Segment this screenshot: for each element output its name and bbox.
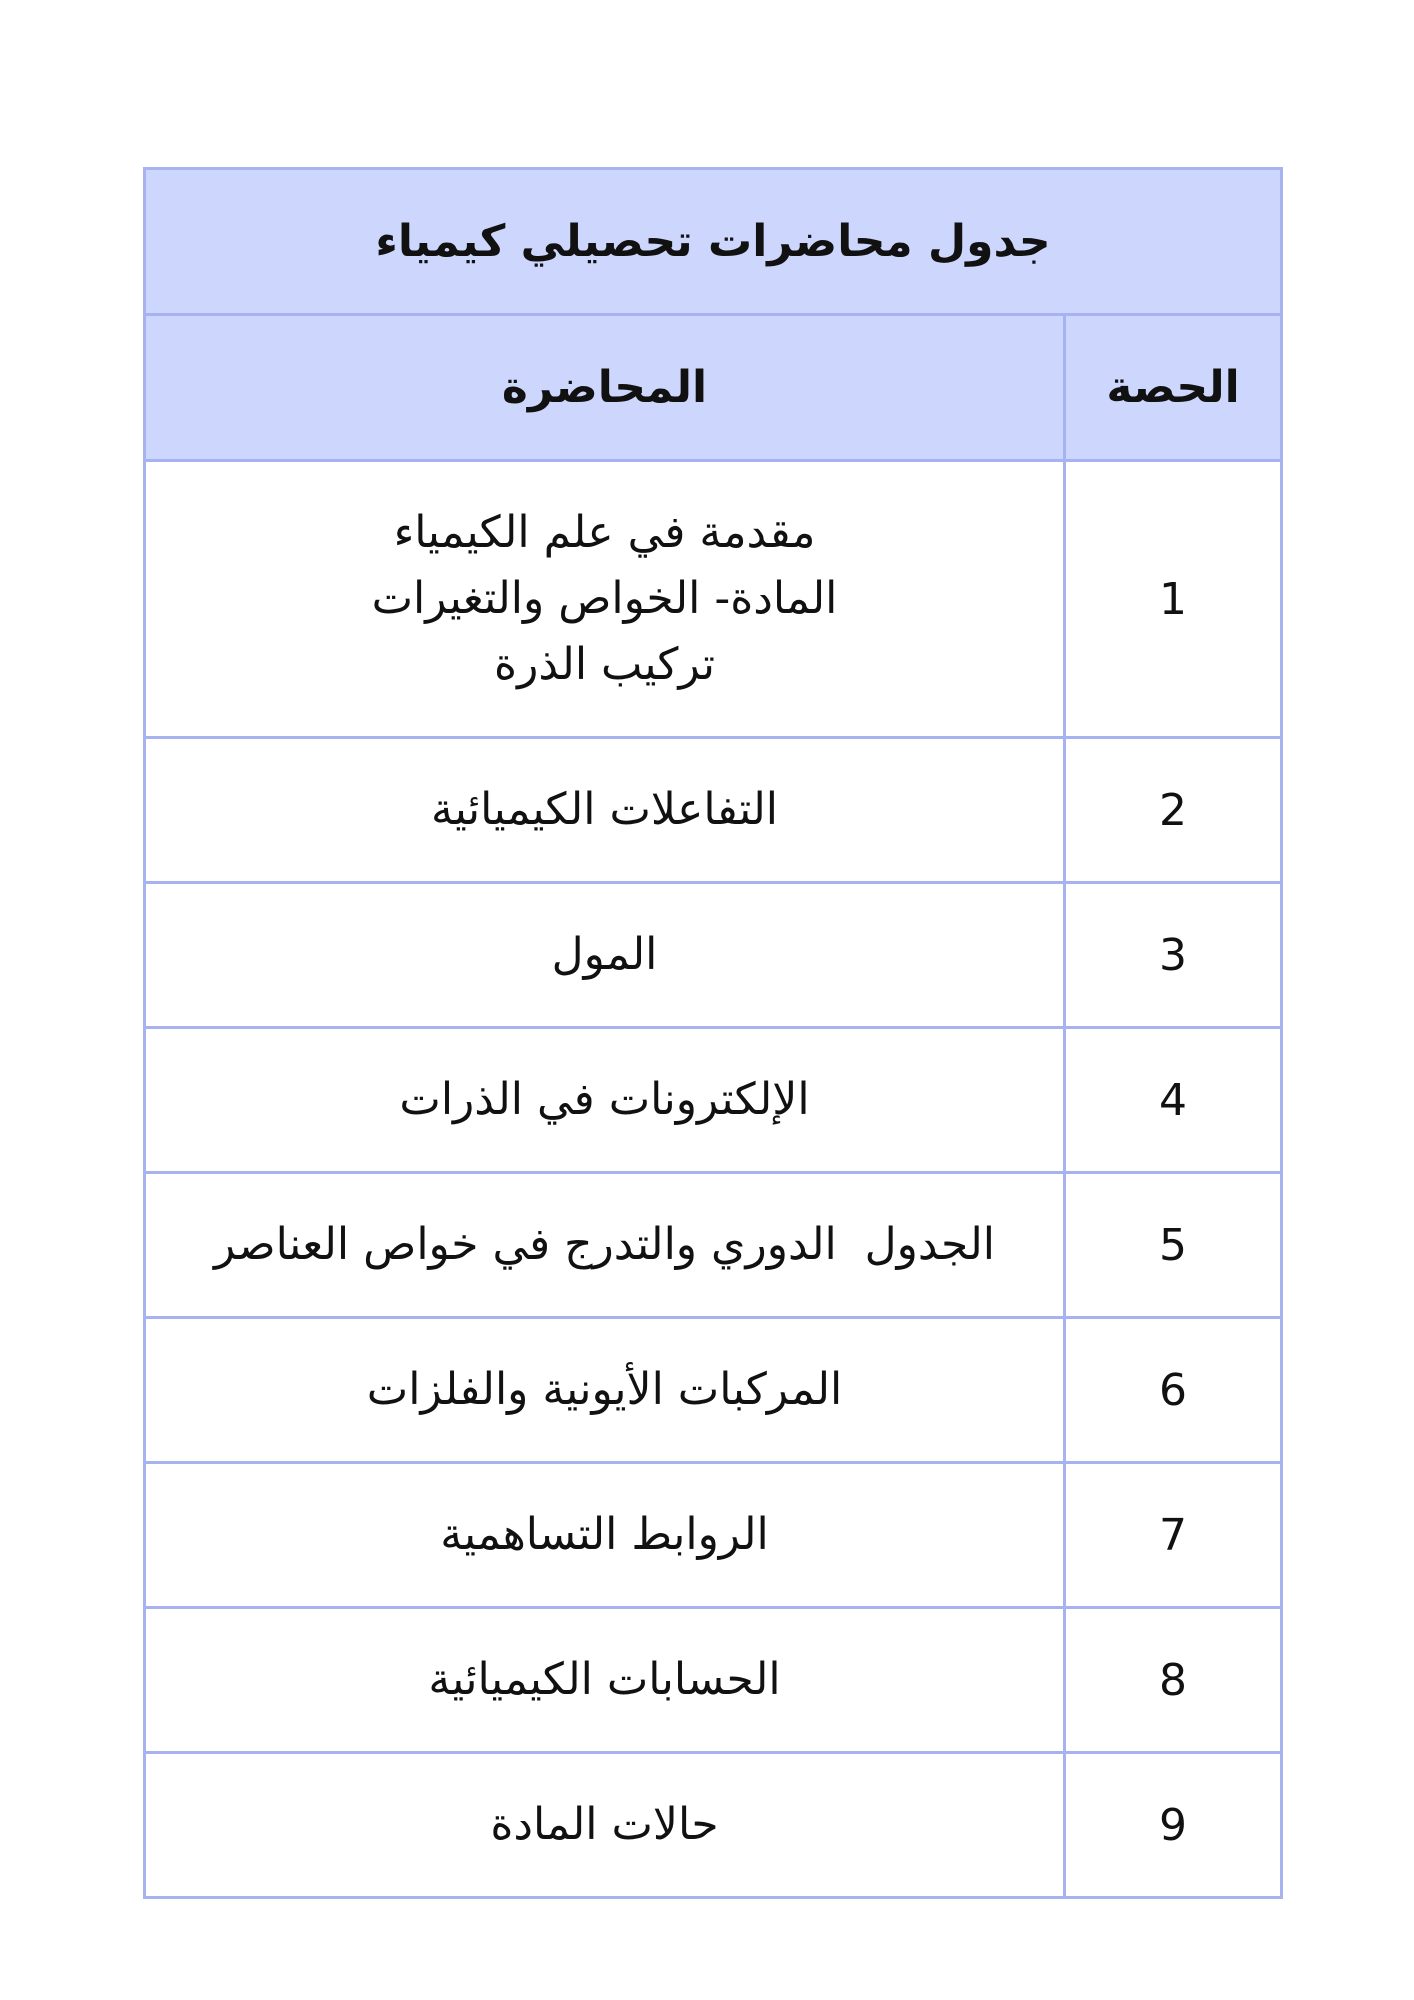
table-row (145, 1028, 1282, 1173)
session-number: 1 (1065, 461, 1282, 738)
lecture-title: حالات المادة (145, 1753, 1065, 1898)
session-number: 8 (1065, 1608, 1282, 1753)
table-row (145, 1173, 1282, 1318)
table-row (145, 1753, 1282, 1898)
table-title-row (145, 169, 1282, 315)
session-number: 2 (1065, 738, 1282, 883)
table-row (145, 883, 1282, 1028)
session-number: 7 (1065, 1463, 1282, 1608)
table-row (145, 1318, 1282, 1463)
lectures-table (143, 167, 1283, 1899)
table-title: جدول محاضرات تحصيلي كيمياء (145, 169, 1282, 315)
session-number: 9 (1065, 1753, 1282, 1898)
table-header-row (145, 315, 1282, 461)
session-number: 6 (1065, 1318, 1282, 1463)
table-row (145, 1463, 1282, 1608)
lecture-title (145, 461, 1065, 738)
lecture-title: الحسابات الكيميائية (145, 1608, 1065, 1753)
session-number: 5 (1065, 1173, 1282, 1318)
lecture-title: المركبات الأيونية والفلزات (145, 1318, 1065, 1463)
lecture-title: المول (145, 883, 1065, 1028)
lecture-title: الروابط التساهمية (145, 1463, 1065, 1608)
header-lecture: المحاضرة (145, 315, 1065, 461)
lecture-title: الجدول الدوري والتدرج في خواص العناصر (145, 1173, 1065, 1318)
table-row (145, 1608, 1282, 1753)
lecture-title: الإلكترونات في الذرات (145, 1028, 1065, 1173)
session-number: 3 (1065, 883, 1282, 1028)
session-number: 4 (1065, 1028, 1282, 1173)
table-row (145, 738, 1282, 883)
lecture-line: المادة- الخواص والتغيرات (371, 573, 838, 624)
header-session: الحصة (1065, 315, 1282, 461)
lecture-title: التفاعلات الكيميائية (145, 738, 1065, 883)
lecture-line: مقدمة في علم الكيمياء (393, 507, 816, 558)
table-row (145, 461, 1282, 738)
lecture-line: تركيب الذرة (494, 639, 715, 690)
